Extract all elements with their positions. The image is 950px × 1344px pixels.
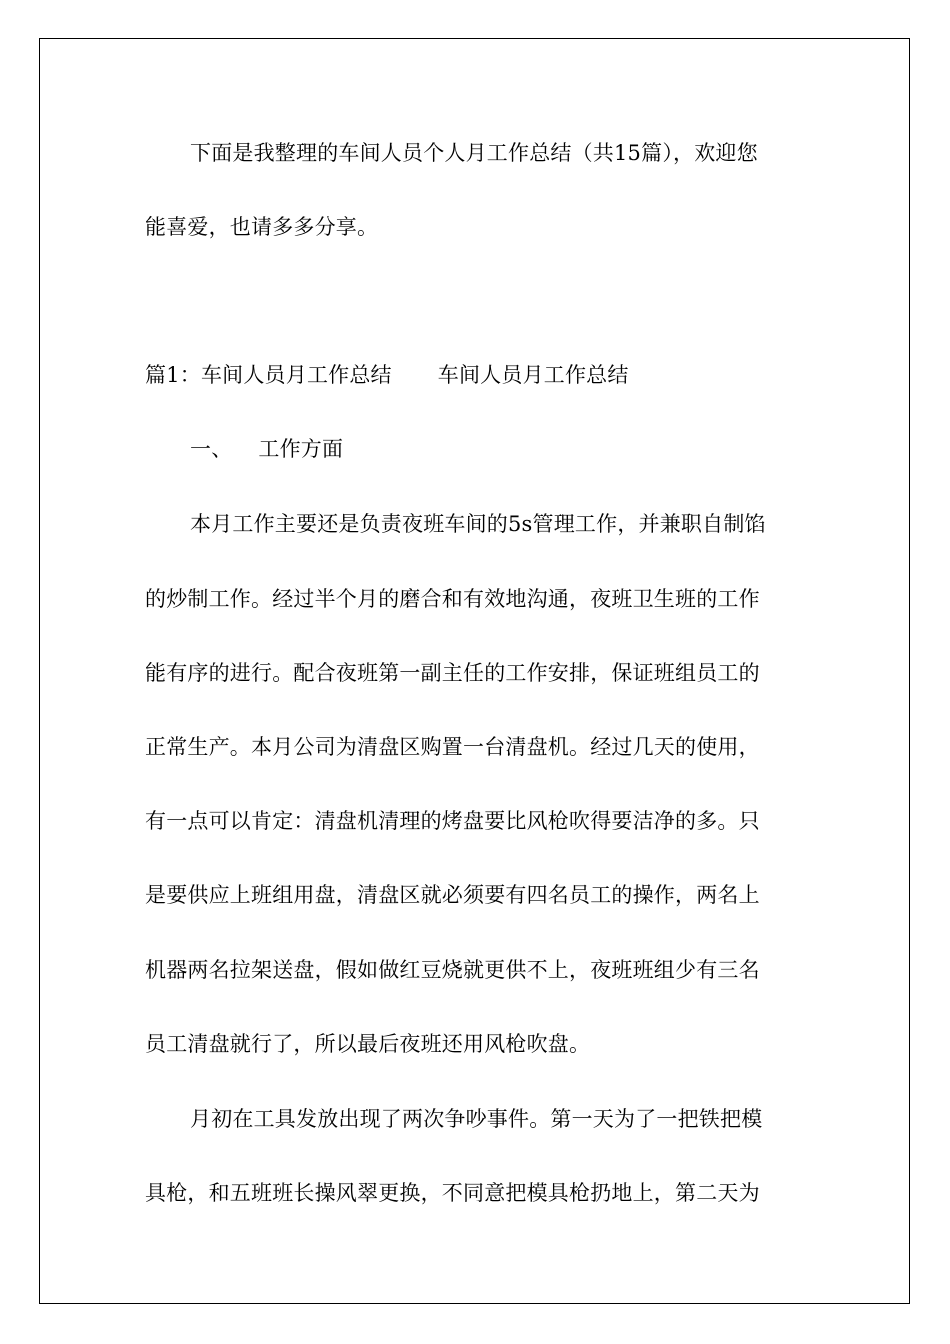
article-heading bbox=[145, 360, 629, 390]
paragraph-1-line-4: 正常生产。本月公司为清盘区购置一台清盘机。经过几天的使用， bbox=[145, 735, 760, 759]
heading-part-2: 车间人员月工作总结 bbox=[437, 363, 629, 387]
paragraph-1-line-6: 是要供应上班组用盘，清盘区就必须要有四名员工的操作，两名上 bbox=[145, 883, 760, 907]
paragraph-1-line-3: 能有序的进行。配合夜班第一副主任的工作安排，保证班组员工的 bbox=[145, 661, 760, 685]
paragraph-1-line-1: 本月工作主要还是负责夜班车间的5s管理工作，并兼职自制馅 bbox=[190, 512, 766, 536]
section-number: 一、 bbox=[190, 437, 233, 461]
paragraph-2-line-1: 月初在工具发放出现了两次争吵事件。第一天为了一把铁把模 bbox=[190, 1107, 763, 1131]
paragraph-1-line-7: 机器两名拉架送盘，假如做红豆烧就更供不上，夜班班组少有三名 bbox=[145, 958, 760, 982]
heading-part-1: 篇1：车间人员月工作总结 bbox=[145, 363, 392, 387]
section-title: 工作方面 bbox=[258, 437, 344, 461]
paragraph-1-line-5: 有一点可以肯定：清盘机清理的烤盘要比风枪吹得要洁净的多。只 bbox=[145, 809, 760, 833]
section-heading bbox=[190, 434, 343, 464]
intro-line-2: 能喜爱，也请多多分享。 bbox=[145, 215, 379, 239]
paragraph-1-line-2: 的炒制工作。经过半个月的磨合和有效地沟通，夜班卫生班的工作 bbox=[145, 587, 760, 611]
paragraph-2-line-2: 具枪，和五班班长操风翠更换，不同意把模具枪扔地上，第二天为 bbox=[145, 1181, 760, 1205]
paragraph-1-line-8: 员工清盘就行了，所以最后夜班还用风枪吹盘。 bbox=[145, 1032, 591, 1056]
intro-line-1: 下面是我整理的车间人员个人月工作总结（共15篇），欢迎您 bbox=[190, 141, 758, 165]
